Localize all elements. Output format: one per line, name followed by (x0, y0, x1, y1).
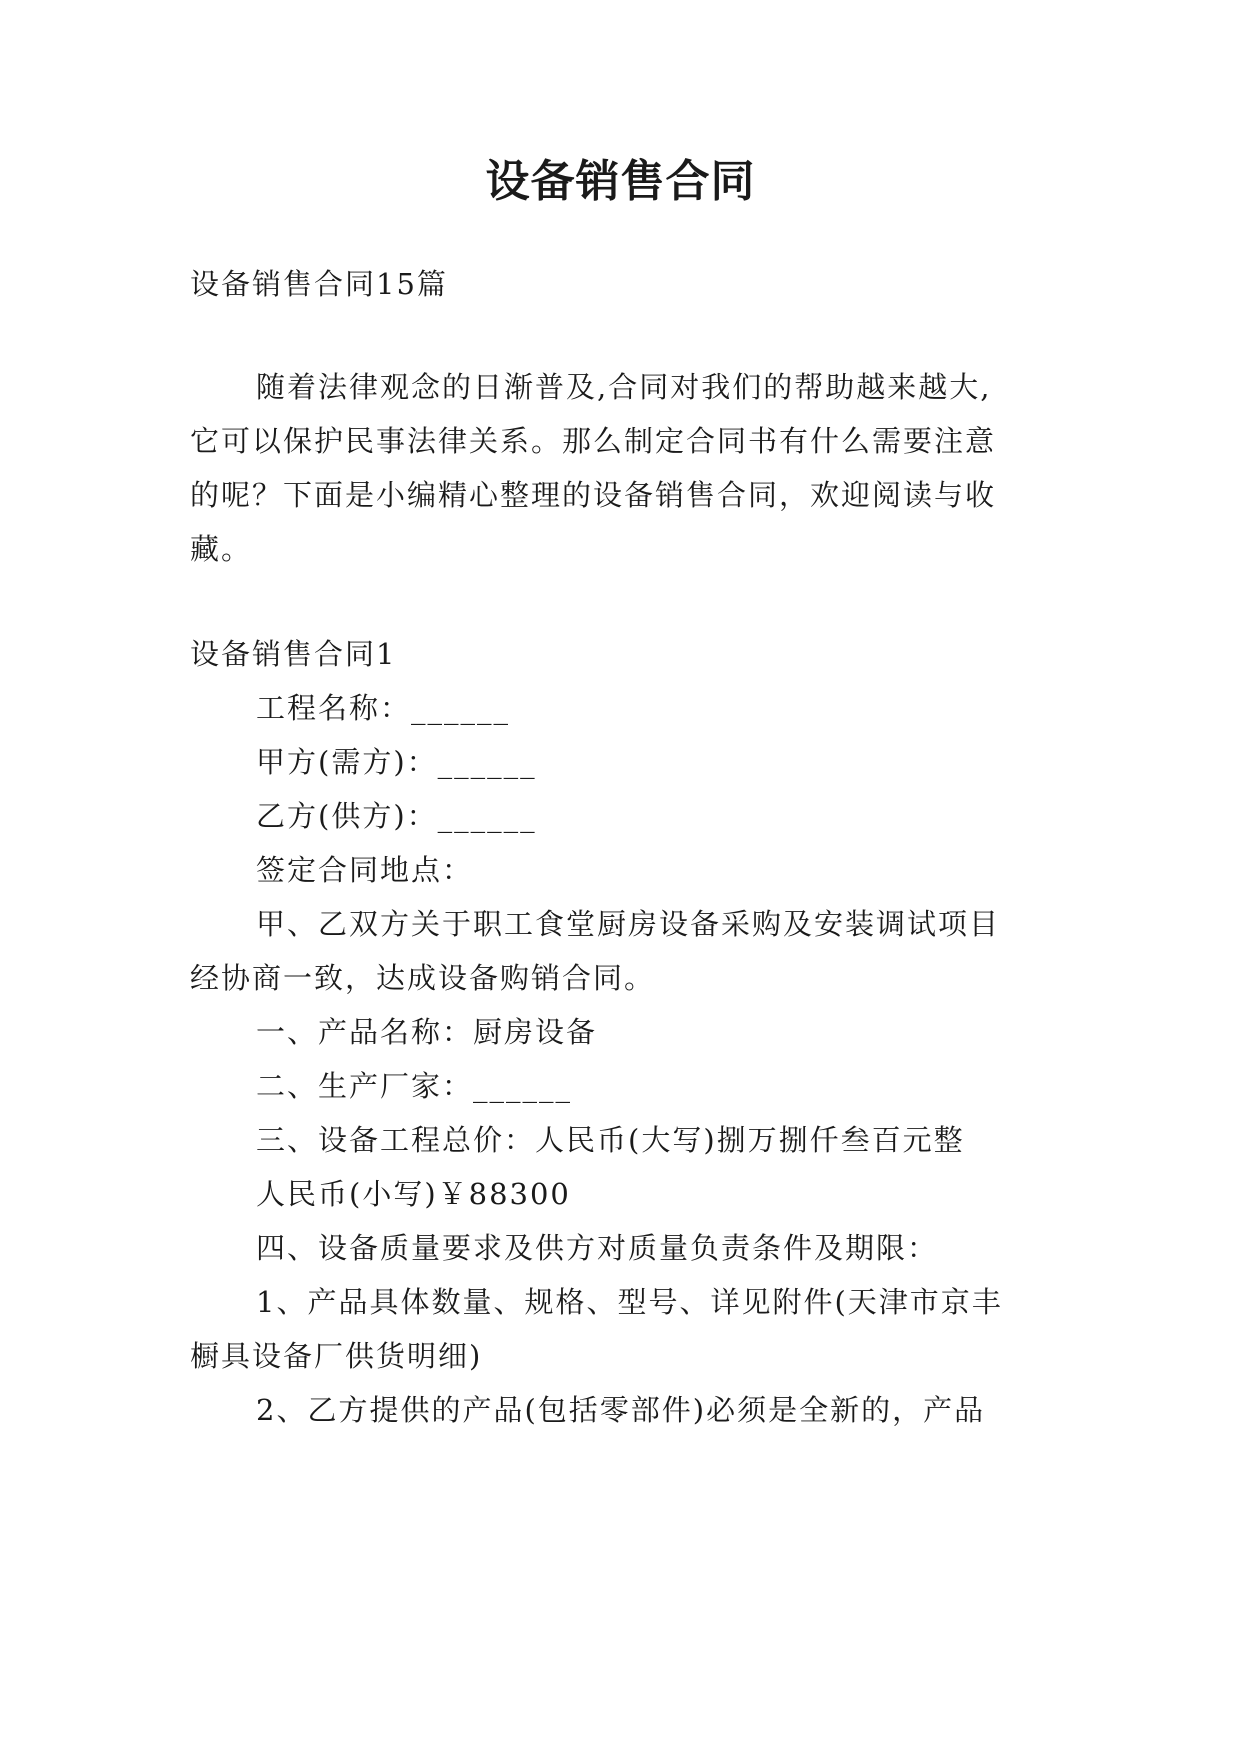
field-party-a: 甲方(需方)：______ (256, 745, 537, 779)
agreement-line-1: 甲、乙双方关于职工食堂厨房设备采购及安装调试项目 (256, 907, 1001, 941)
item1-line-2: 橱具设备厂供货明细) (190, 1339, 483, 1373)
intro-line-1: 随着法律观念的日渐普及,合同对我们的帮助越来越大, (256, 370, 992, 404)
agreement-line-2: 经协商一致，达成设备购销合同。 (190, 961, 656, 995)
clause-quality: 四、设备质量要求及供方对质量负责条件及期限： (256, 1231, 939, 1265)
clause-product-name: 一、产品名称：厨房设备 (256, 1015, 598, 1049)
field-party-b: 乙方(供方)：______ (256, 799, 537, 833)
intro-line-4: 藏。 (190, 532, 253, 566)
subtitle: 设备销售合同15篇 (190, 267, 448, 301)
clause-price-numeric: 人民币(小写)￥88300 (256, 1177, 571, 1211)
field-project-name: 工程名称：______ (256, 691, 511, 725)
intro-line-3: 的呢？下面是小编精心整理的设备销售合同，欢迎阅读与收 (190, 478, 997, 512)
intro-line-2: 它可以保护民事法律关系。那么制定合同书有什么需要注意 (190, 424, 997, 458)
item1-line-1: 1、产品具体数量、规格、型号、详见附件(天津市京丰 (256, 1285, 1003, 1319)
section-heading: 设备销售合同1 (190, 637, 397, 671)
document-title: 设备销售合同 (485, 156, 756, 207)
item2-line-1: 2、乙方提供的产品(包括零部件)必须是全新的，产品 (256, 1393, 986, 1427)
clause-manufacturer: 二、生产厂家：______ (256, 1069, 573, 1103)
clause-total-price: 三、设备工程总价：人民币(大写)捌万捌仟叁百元整 (256, 1123, 965, 1157)
field-signing-place: 签定合同地点： (256, 853, 474, 887)
